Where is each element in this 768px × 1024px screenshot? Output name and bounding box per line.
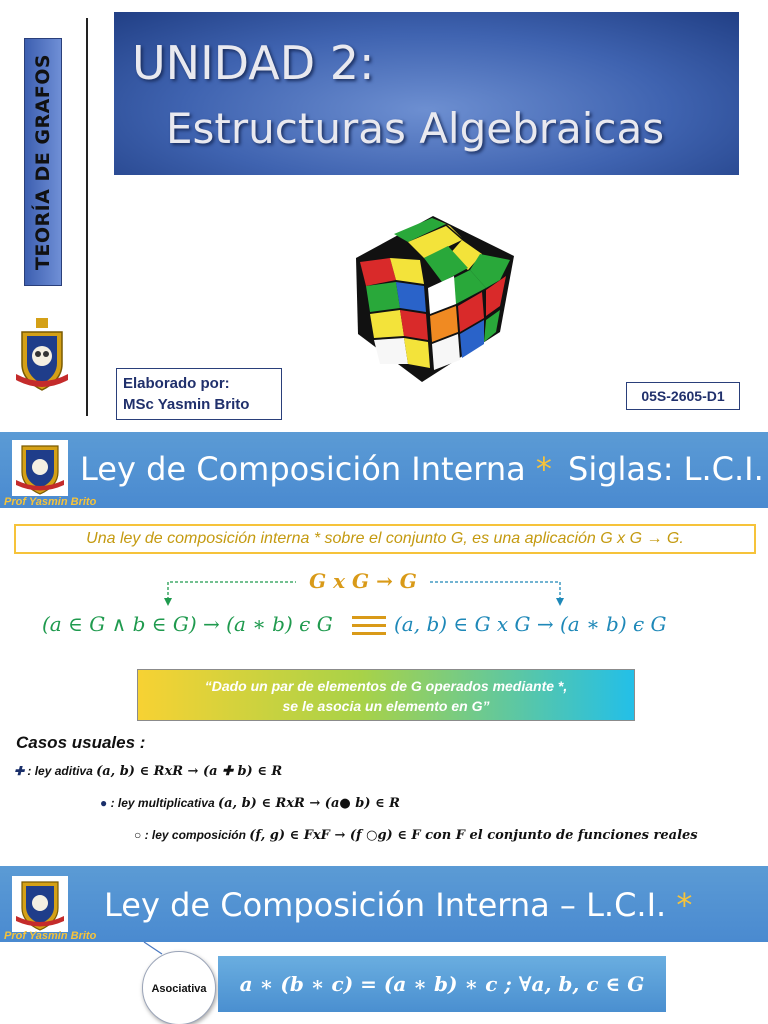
title-slide [0,0,768,430]
equivalence-icon [352,614,386,638]
gxg-label: G x G → G [309,569,417,593]
slide-title-text: Ley de Composición Interna [80,450,526,488]
formula-left: (a ∈ G ∧ b ∈ G) → (a ∗ b) ϵ G [42,612,333,636]
quote-line-1: “Dado un par de elementos de G operados mediante *, [204,678,568,694]
author-watermark: Prof Yasmin Brito [4,930,97,942]
university-crest-icon [12,440,68,496]
author-watermark: Prof Yasmin Brito [4,496,97,508]
unit-title-banner [114,12,739,175]
lci-definition-slide [0,432,768,856]
acronym-label: Siglas: L.C.I. [568,450,764,488]
author-label: Elaborado por: [123,375,230,392]
case-composition-label: : ley composición [141,828,250,842]
author-box [116,368,282,420]
circle-icon: ○ [134,828,142,842]
plus-icon: ✚ [14,764,25,778]
vertical-course-title [24,38,62,286]
case-additive [14,764,282,779]
university-crest-icon [12,876,68,932]
quote-line-2: se le asocia un elemento en G” [282,698,490,714]
case-multiplicative [100,796,400,811]
associative-property-bubble: Asociativa [142,951,216,1024]
slide-title [80,450,552,488]
course-code: 05S-2605-D1 [626,382,740,410]
divider-line [86,18,88,416]
lci-properties-slide [0,866,768,1024]
crest-frame [12,440,68,496]
unit-subject: Estructuras Algebraicas [166,104,665,153]
case-multiplicative-label: : ley multiplicativa [107,796,218,810]
unit-number: UNIDAD 2: [132,36,375,90]
case-additive-formula: (a, b) ∈ RxR → (a ✚ b) ∈ R [96,764,283,779]
usual-cases-heading: Casos usuales : [16,733,146,752]
slide-title [104,886,692,924]
star-operator: * [535,450,552,488]
slide-title-text: Ley de Composición Interna – L.C.I. [104,886,667,924]
slide-header [0,432,768,508]
case-additive-label: : ley aditiva [24,764,97,778]
case-composition [134,828,698,843]
definition-formula [0,612,768,642]
star-operator: * [676,886,693,924]
dot-icon: ● [100,796,108,810]
quote-box [137,669,635,721]
course-title-text: TEORÍA DE GRAFOS [32,53,54,271]
associative-formula: a ∗ (b ∗ c) = (a ∗ b) ∗ c ; ∀a, b, c ∈ G [218,956,666,1012]
slide-header [0,866,768,942]
university-crest-icon [14,318,70,394]
rubiks-cube-icon [350,214,516,384]
definition-box: Una ley de composición interna * sobre el conjunto G, es una aplicación G x G → G. [14,524,756,554]
formula-right: (a, b) ∈ G x G → (a ∗ b) ϵ G [394,612,667,636]
case-composition-formula: (f, g) ∈ FxF → (f ○g) ∈ F con F el conjunto de funciones reales [249,828,698,843]
case-multiplicative-formula: (a, b) ∈ RxR → (a● b) ∈ R [217,796,400,811]
author-name: MSc Yasmin Brito [123,396,250,413]
crest-frame [12,876,68,932]
